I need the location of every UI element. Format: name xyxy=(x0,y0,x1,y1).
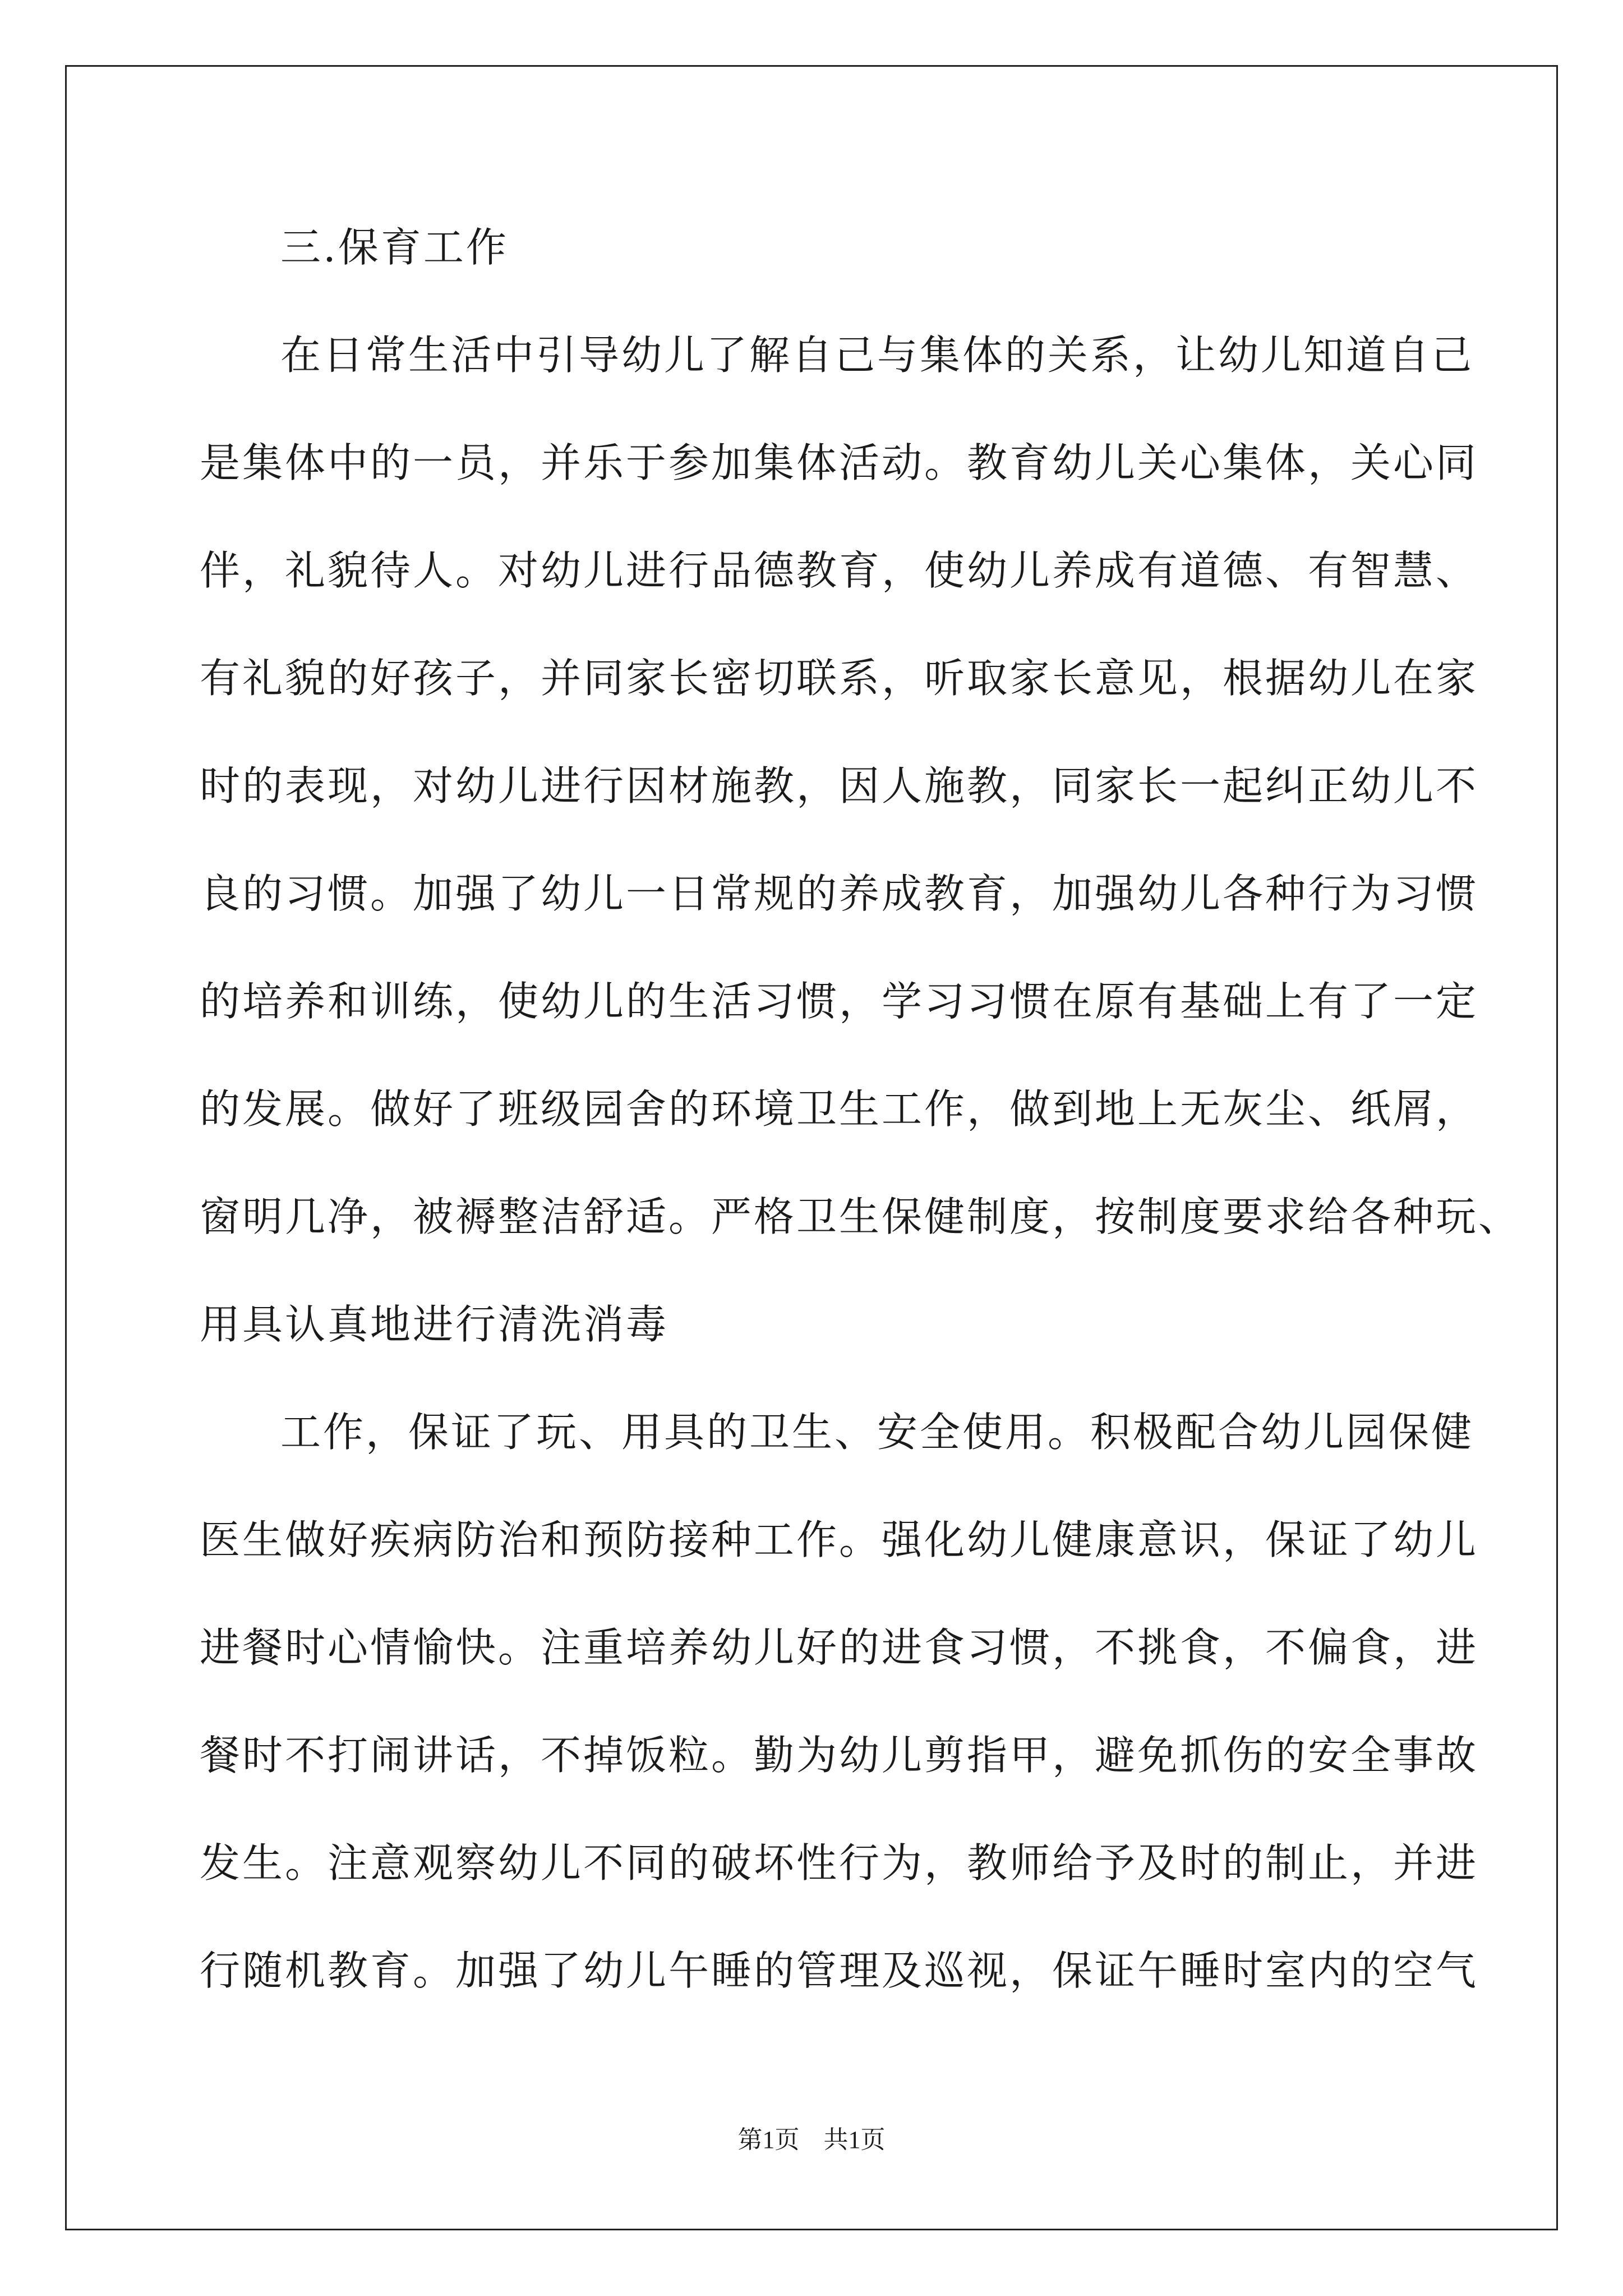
paragraph-line: 工作，保证了玩、用具的卫生、安全使用。积极配合幼儿园保健 xyxy=(280,1409,1474,1456)
section-heading: 三.保育工作 xyxy=(280,224,509,271)
paragraph-line: 窗明几净，被褥整洁舒适。严格卫生保健制度，按制度要求给各种玩、 xyxy=(200,1193,1521,1240)
paragraph-line: 是集体中的一员，并乐于参加集体活动。教育幼儿关心集体，关心同 xyxy=(200,439,1479,486)
page-number: 第1页 xyxy=(737,2126,800,2154)
paragraph-line: 在日常生活中引导幼儿了解自己与集体的关系，让幼儿知道自己 xyxy=(280,332,1474,379)
page-footer xyxy=(0,2119,1623,2155)
paragraph-line: 的发展。做好了班级园舍的环境卫生工作，做到地上无灰尘、纸屑， xyxy=(200,1085,1479,1133)
paragraph-line: 伴，礼貌待人。对幼儿进行品德教育，使幼儿养成有道德、有智慧、 xyxy=(200,547,1479,594)
paragraph-line: 医生做好疾病防治和预防接种工作。强化幼儿健康意识，保证了幼儿 xyxy=(200,1516,1479,1563)
paragraph-line: 餐时不打闹讲话，不掉饭粒。勤为幼儿剪指甲，避免抓伤的安全事故 xyxy=(200,1732,1479,1779)
paragraph-line: 行随机教育。加强了幼儿午睡的管理及巡视，保证午睡时室内的空气 xyxy=(200,1947,1479,1994)
paragraph-line: 发生。注意观察幼儿不同的破坏性行为，教师给予及时的制止，并进 xyxy=(200,1839,1479,1887)
paragraph-line: 时的表现，对幼儿进行因材施教，因人施教，同家长一起纠正幼儿不 xyxy=(200,762,1479,809)
paragraph-line: 的培养和训练，使幼儿的生活习惯，学习习惯在原有基础上有了一定 xyxy=(200,978,1479,1025)
paragraph-line: 进餐时心情愉快。注重培养幼儿好的进食习惯，不挑食，不偏食，进 xyxy=(200,1624,1479,1671)
page-total: 共1页 xyxy=(823,2126,886,2154)
paragraph-line: 用具认真地进行清洗消毒 xyxy=(200,1301,669,1348)
document-body xyxy=(200,211,1521,2042)
paragraph-line: 有礼貌的好孩子，并同家长密切联系，听取家长意见，根据幼儿在家 xyxy=(200,655,1479,702)
paragraph-line: 良的习惯。加强了幼儿一日常规的养成教育，加强幼儿各种行为习惯 xyxy=(200,870,1479,917)
